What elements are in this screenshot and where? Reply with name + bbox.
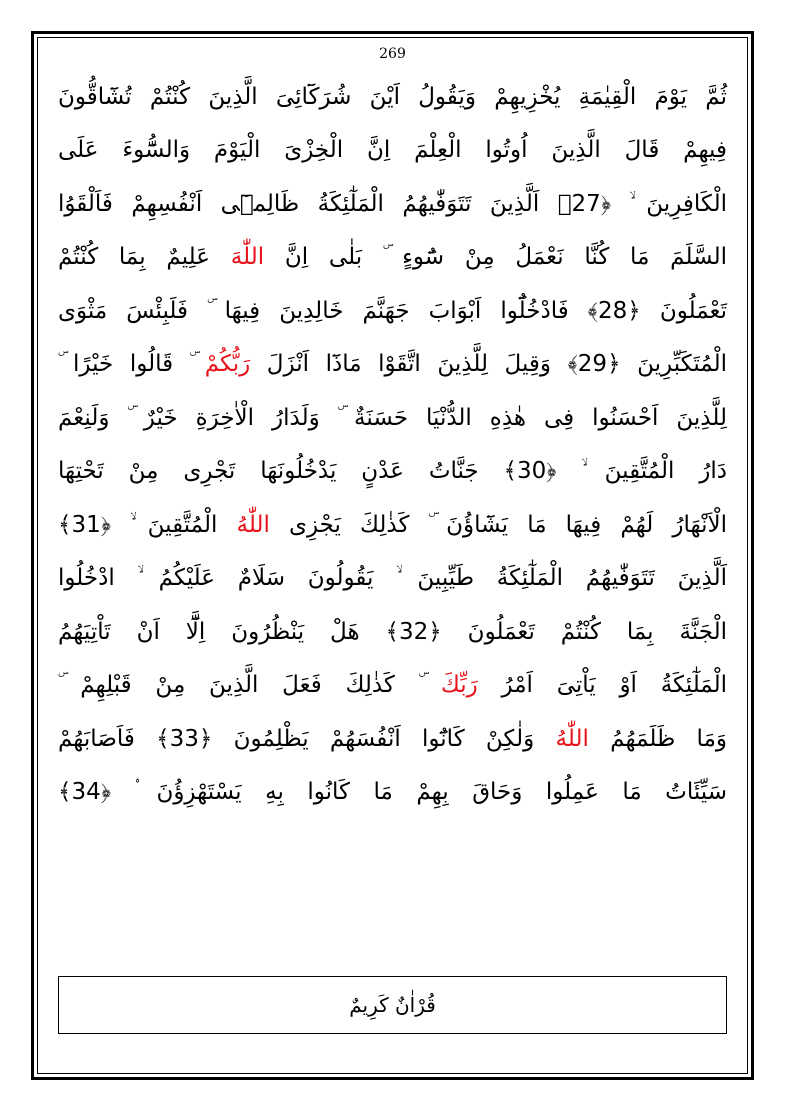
verse-line-text [58, 726, 727, 752]
verse-line-text [58, 672, 727, 698]
verse-line [58, 124, 727, 178]
verse-text-segment: الْمُتَكَبِّرِينَ ﴿29﴾ وَقِيلَ لِلَّذِينَ اتَّقَوْا مَاذَٓا اَنْزَلَ [250, 351, 727, 378]
verse-line-text [58, 619, 727, 645]
verse-line-text [58, 191, 727, 217]
verse-line-text [58, 137, 727, 163]
verse-line-text [58, 298, 727, 324]
verse-text-segment: عَلِيمٌ بِمَا كُنْتُمْ [58, 244, 231, 271]
verse-line [58, 498, 727, 552]
verse-line-text [58, 351, 727, 377]
divine-name-text: رَبُّكُمْ [204, 351, 251, 378]
verse-line [58, 231, 727, 285]
verse-line [58, 177, 727, 231]
verse-line [58, 391, 727, 445]
verse-line-text [58, 405, 727, 431]
verse-text-segment: الْجَنَّةَ بِمَا كُنْتُمْ تَعْمَلُونَ ﴿32﴾ هَلْ يَنْظُرُونَ اِلَّٓا اَنْ تَاْتِيَهُمُ [58, 618, 727, 645]
verse-line-text [58, 512, 727, 538]
verse-line-text [58, 779, 727, 805]
verse-text-segment: السَّلَمَ مَا كُنَّا نَعْمَلُ مِنْ سُٓوءٍ ۜ بَلٰى اِنَّ [264, 244, 727, 271]
verse-line-text [58, 458, 727, 484]
verse-text-segment: تَعْمَلُونَ ﴿28﴾ فَادْخُلُٓوا اَبْوَابَ جَهَنَّمَ خَالِدِينَ فِيهَا ۜ فَلَبِئْسَ مَثْوَى [58, 297, 728, 324]
verse-line [58, 338, 727, 392]
verse-text-segment: الْمُتَّقِينَ ۙ ﴿31﴾ [58, 511, 237, 538]
verse-line [58, 70, 727, 124]
footer-label: قُرْاٰنٌ كَرِيمٌ [349, 993, 436, 1017]
verse-text-segment: فِيهِمْ قَالَ الَّذِينَ اُوتُوا الْعِلْمَ اِنَّ الْخِزْیَ الْيَوْمَ وَالسُّٓوءَ عَلَى [58, 137, 727, 164]
verse-line [58, 445, 727, 499]
verse-line [58, 766, 727, 820]
divine-name-text: رَبِّكَ [440, 672, 478, 699]
verse-text-segment: ۜ قَالُوا خَيْرًا ۜ [58, 351, 205, 378]
verse-text-segment: الْكَافِرِينَ ۙ ﴿27﴾ اَلَّذِينَ تَتَوَفّٰيهُمُ الْمَلٰٓئِكَةُ ظَالِمٖٓی اَنْفُسِهِمْ فَاَلْقَوُا [58, 190, 727, 217]
verse-line [58, 712, 727, 766]
page-number: 269 [379, 46, 406, 62]
verse-line-text [58, 565, 727, 591]
verse-line-text [58, 244, 727, 270]
verse-line [58, 284, 727, 338]
verse-text-segment: وَمَا ظَلَمَهُمُ [588, 725, 727, 752]
divine-name-text: اللّٰهُ [236, 511, 270, 538]
verse-text-segment: وَلٰكِنْ كَانُٓوا اَنْفُسَهُمْ يَظْلِمُونَ ﴿33﴾ فَاَصَابَهُمْ [58, 725, 556, 752]
verse-text-segment: الْاَنْهَارُ لَهُمْ فِيهَا مَا يَشَٓاؤُنَ ۜ كَذٰلِكَ يَجْزِى [269, 511, 727, 538]
verse-text-segment: دَارُ الْمُتَّقِينَ ۙ ﴿30﴾ جَنَّاتُ عَدْنٍ يَدْخُلُونَهَا تَجْرِى مِنْ تَحْتِهَا [58, 458, 727, 485]
verse-text-segment: الْمَلٰٓئِكَةُ اَوْ يَاْتِیَ اَمْرُ [477, 672, 727, 699]
verse-line [58, 605, 727, 659]
verse-line [58, 552, 727, 606]
footer-label-box [58, 976, 727, 1034]
verse-text-segment: اَلَّذِينَ تَتَوَفّٰيهُمُ الْمَلٰٓئِكَةُ طَيِّبِينَ ۙ يَقُولُونَ سَلَامٌ عَلَيْكُمُ ۙ ادْخُلُوا [58, 565, 727, 592]
quran-text-block [58, 70, 727, 819]
verse-line [58, 659, 727, 713]
verse-text-segment: سَيِّئَاتُ مَا عَمِلُوا وَحَاقَ بِهِمْ مَا كَانُوا بِهِ يَسْتَهْزِؤُنَ ۟ ﴿34﴾ [58, 779, 727, 806]
verse-text-segment: ثُمَّ يَوْمَ الْقِيٰمَةِ يُخْزِيهِمْ وَيَقُولُ اَيْنَ شُرَكَٓائِیَ الَّذِينَ كُنْتُمْ تُشَٓاقُّونَ [58, 83, 727, 110]
verse-text-segment: ۜ كَذٰلِكَ فَعَلَ الَّذِينَ مِنْ قَبْلِهِمْ ۜ [58, 672, 441, 699]
verse-text-segment: لِلَّذِينَ اَحْسَنُوا فِى هٰذِهِ الدُّنْيَا حَسَنَةٌ ۜ وَلَدَارُ الْاٰخِرَةِ خَيْرٌ ۜ وَلَنِعْمَ [58, 404, 727, 431]
divine-name-text: اللّٰهُ [555, 725, 589, 752]
verse-line-text [58, 84, 727, 110]
divine-name-text: اللّٰهَ [230, 244, 265, 271]
